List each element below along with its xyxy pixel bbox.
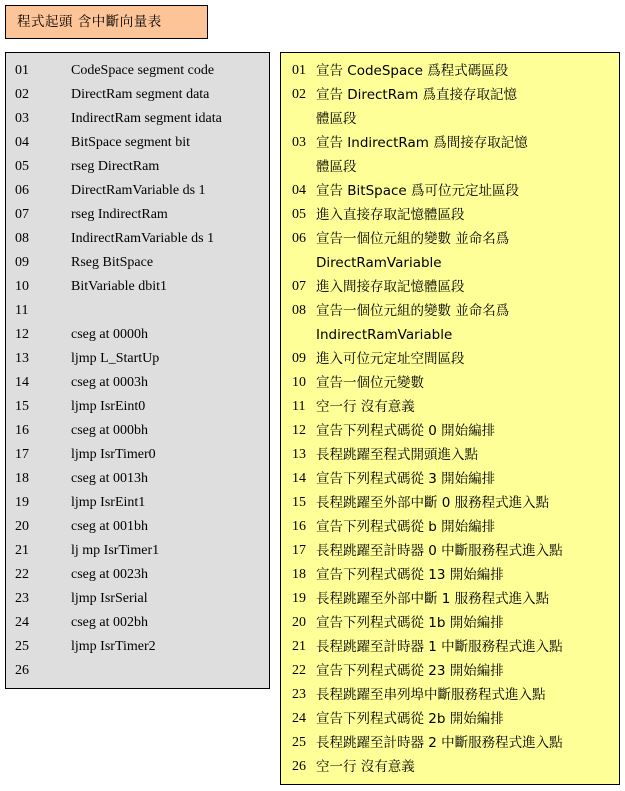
code-line-number: 06: [15, 183, 29, 198]
description-line-number: 23: [292, 687, 306, 702]
code-line-number: 01: [15, 63, 29, 78]
description-line-text: 長程跳躍至計時器 2 中斷服務程式進入點: [316, 735, 563, 751]
description-line-number: 01: [292, 63, 306, 78]
description-line-number: 12: [292, 423, 306, 438]
description-line-text: 長程跳躍至外部中斷 0 服務程式進入點: [316, 495, 550, 511]
code-line-text: ljmp L_StartUp: [71, 351, 160, 366]
description-line-text: 長程跳躍至計時器 1 中斷服務程式進入點: [316, 639, 563, 655]
description-line-number: 13: [292, 447, 306, 462]
code-line-text: cseg at 0023h: [71, 567, 148, 582]
code-line-text: ljmp IsrTimer2: [71, 639, 156, 654]
description-line-text: 宣告一個位元組的變數 並命名爲: [316, 231, 510, 247]
description-line-number: 20: [292, 615, 306, 630]
code-line-number: 03: [15, 111, 29, 126]
description-line-number: 26: [292, 759, 306, 774]
code-line-number: 12: [15, 327, 29, 342]
description-line-number: 10: [292, 375, 306, 390]
code-line-number: 15: [15, 399, 29, 414]
code-line-text: cseg at 0013h: [71, 471, 148, 486]
code-line-text: BitVariable dbit1: [71, 279, 168, 294]
code-line-text: ljmp IsrSerial: [71, 591, 148, 606]
code-line-text: cseg at 0000h: [71, 327, 148, 342]
code-line-number: 25: [15, 639, 29, 654]
description-continuation-text: 體區段: [316, 111, 357, 127]
page-title: 程式起頭 含中斷向量表: [5, 5, 208, 39]
description-line-text: 宣告 DirectRam 爲直接存取記憶: [316, 87, 518, 103]
description-panel: [280, 52, 620, 785]
code-line-text: DirectRamVariable ds 1: [71, 183, 206, 198]
description-line-text: 宣告下列程式碼從 b 開始編排: [316, 519, 496, 535]
description-line-text: 長程跳躍至串列埠中斷服務程式進入點: [316, 687, 546, 703]
code-line-number: 11: [15, 303, 29, 318]
description-line-number: 19: [292, 591, 306, 606]
description-line-text: 長程跳躍至計時器 0 中斷服務程式進入點: [316, 543, 563, 559]
description-line-text: 宣告下列程式碼從 2b 開始編排: [316, 711, 504, 727]
description-line-number: 21: [292, 639, 306, 654]
code-line-text: lj mp IsrTimer1: [71, 543, 160, 558]
code-line-number: 05: [15, 159, 29, 174]
code-line-number: 21: [15, 543, 29, 558]
code-line-text: cseg at 0003h: [71, 375, 148, 390]
description-line-text: 宣告下列程式碼從 23 開始編排: [316, 663, 504, 679]
description-line-text: 宣告 IndirectRam 爲間接存取記憶: [316, 135, 528, 151]
code-line-number: 04: [15, 135, 29, 150]
code-line-number: 22: [15, 567, 29, 582]
description-line-number: 14: [292, 471, 306, 486]
code-line-number: 13: [15, 351, 29, 366]
code-line-number: 09: [15, 255, 29, 270]
code-line-number: 07: [15, 207, 29, 222]
code-line-text: cseg at 000bh: [71, 423, 148, 438]
description-line-number: 09: [292, 351, 306, 366]
code-line-text: rseg DirectRam: [71, 159, 160, 174]
code-line-number: 17: [15, 447, 29, 462]
description-continuation-text: DirectRamVariable: [316, 255, 442, 271]
description-line-number: 07: [292, 279, 306, 294]
code-line-text: Rseg BitSpace: [71, 255, 154, 270]
description-line-number: 22: [292, 663, 306, 678]
description-line-text: 宣告下列程式碼從 3 開始編排: [316, 471, 496, 487]
description-line-number: 17: [292, 543, 306, 558]
description-line-text: 宣告下列程式碼從 13 開始編排: [316, 567, 504, 583]
code-line-text: ljmp IsrTimer0: [71, 447, 156, 462]
code-line-text: ljmp IsrEint0: [71, 399, 146, 414]
code-line-number: 02: [15, 87, 29, 102]
description-line-number: 05: [292, 207, 306, 222]
description-line-number: 11: [292, 399, 306, 414]
description-continuation-text: IndirectRamVariable: [316, 327, 453, 343]
code-line-number: 18: [15, 471, 29, 486]
code-line-number: 26: [15, 663, 29, 678]
description-line-text: 長程跳躍至外部中斷 1 服務程式進入點: [316, 591, 550, 607]
code-line-text: CodeSpace segment code: [71, 63, 215, 78]
description-line-number: 24: [292, 711, 306, 726]
code-line-number: 08: [15, 231, 29, 246]
description-line-number: 08: [292, 303, 306, 318]
description-line-number: 25: [292, 735, 306, 750]
code-line-text: IndirectRam segment idata: [71, 111, 222, 126]
code-line-number: 23: [15, 591, 29, 606]
description-line-text: 宣告一個位元變數: [316, 375, 424, 391]
description-line-number: 02: [292, 87, 306, 102]
code-line-text: IndirectRamVariable ds 1: [71, 231, 215, 246]
description-line-text: 宣告 CodeSpace 爲程式碼區段: [316, 63, 509, 79]
description-line-text: 空一行 沒有意義: [316, 399, 415, 415]
description-line-number: 06: [292, 231, 306, 246]
description-line-text: 進入間接存取記憶體區段: [316, 279, 465, 295]
description-line-text: 空一行 沒有意義: [316, 759, 415, 775]
code-listing-panel: [5, 52, 270, 689]
code-line-number: 10: [15, 279, 29, 294]
code-line-text: rseg IndirectRam: [71, 207, 168, 222]
description-continuation-text: 體區段: [316, 159, 357, 175]
code-line-number: 19: [15, 495, 29, 510]
description-line-number: 18: [292, 567, 306, 582]
description-line-number: 04: [292, 183, 306, 198]
description-line-number: 16: [292, 519, 306, 534]
description-line-text: 宣告下列程式碼從 1b 開始編排: [316, 615, 504, 631]
code-line-number: 20: [15, 519, 29, 534]
code-line-text: cseg at 002bh: [71, 615, 148, 630]
description-line-text: 宣告下列程式碼從 0 開始編排: [316, 423, 496, 439]
description-line-text: 進入直接存取記憶體區段: [316, 207, 465, 223]
code-line-number: 14: [15, 375, 29, 390]
description-line-number: 15: [292, 495, 306, 510]
description-line-text: 進入可位元定址空間區段: [316, 351, 465, 367]
description-line-text: 宣告一個位元組的變數 並命名爲: [316, 303, 510, 319]
code-line-text: cseg at 001bh: [71, 519, 148, 534]
code-line-number: 24: [15, 615, 29, 630]
code-line-text: BitSpace segment bit: [71, 135, 190, 150]
code-line-text: ljmp IsrEint1: [71, 495, 146, 510]
code-line-text: DirectRam segment data: [71, 87, 210, 102]
code-line-number: 16: [15, 423, 29, 438]
description-line-text: 長程跳躍至程式開頭進入點: [316, 447, 478, 463]
description-line-number: 03: [292, 135, 306, 150]
description-line-text: 宣告 BitSpace 爲可位元定址區段: [316, 183, 520, 199]
